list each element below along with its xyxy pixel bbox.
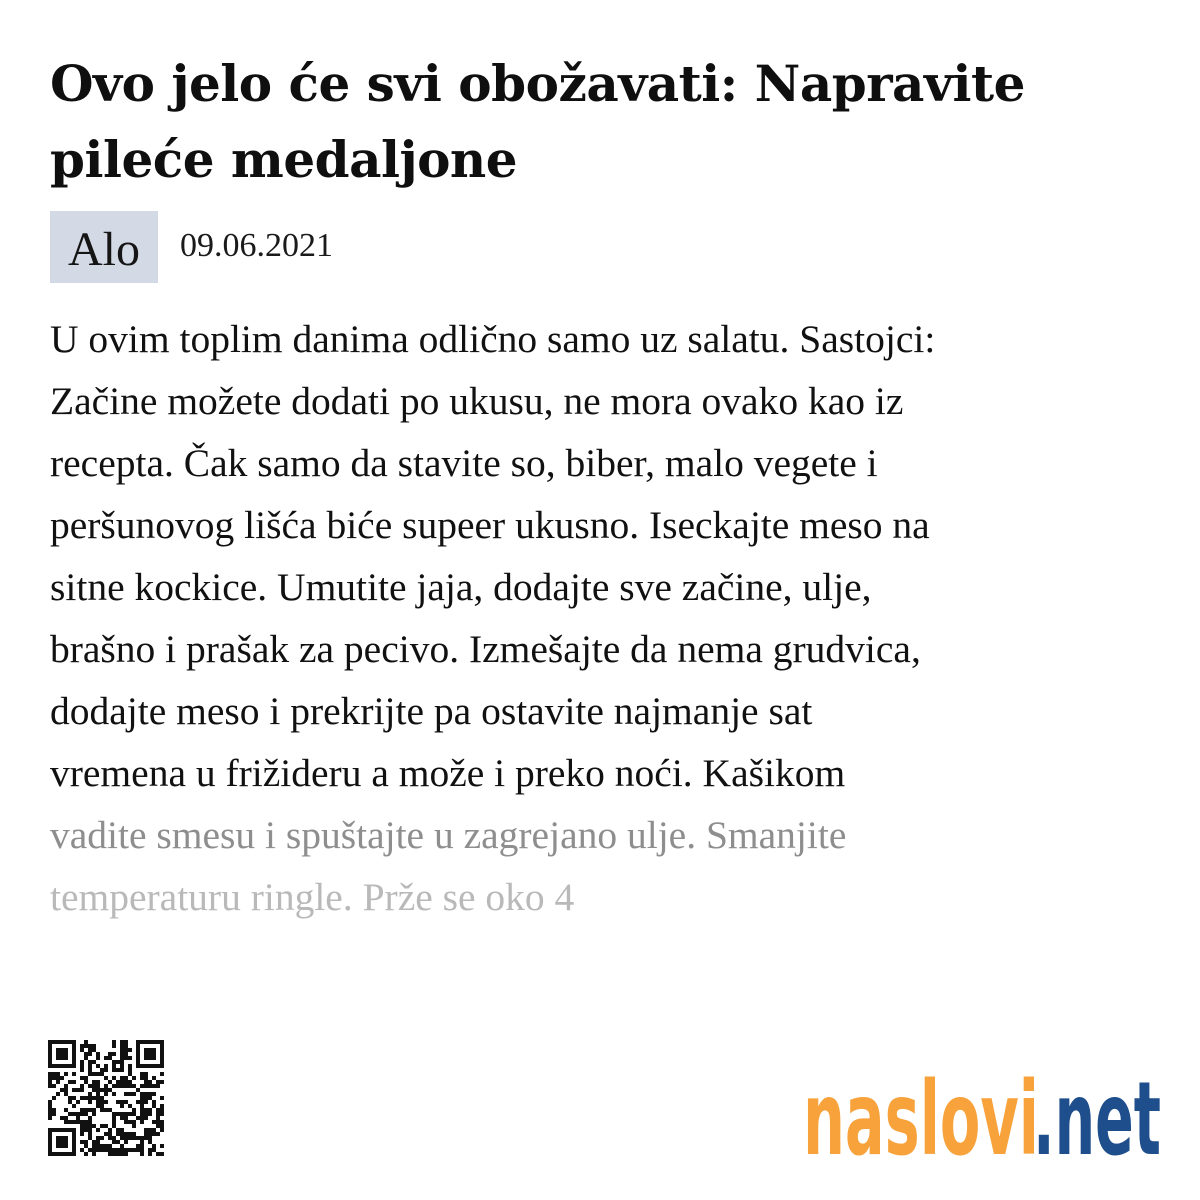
publish-date: 09.06.2021 (180, 227, 333, 264)
article-body-fade-2: temperaturu ringle. Prže se oko 4 (50, 875, 575, 919)
qr-code-icon (48, 1040, 164, 1156)
article-body-fade-1: vadite smesu i spuštajte u zagrejano ulje. Smanjite (50, 813, 847, 857)
article-title: Ovo jelo će svi obožavati: Napravite pileće medaljone (50, 54, 1025, 189)
logo-text-suffix: .net (1033, 1060, 1161, 1179)
logo-text-main: naslovi (803, 1060, 1039, 1179)
article-body (50, 308, 1162, 928)
naslovi-net-logo (797, 1058, 1167, 1179)
source-badge: Alo (50, 211, 158, 283)
article-meta (50, 211, 333, 283)
article-body-main: U ovim toplim danima odlično samo uz salatu. Sastojci: Začine možete dodati po ukusu, ne mora ovako kao iz recepta. Čak samo da stavite so, biber, malo vegete i peršunovog lišća biće supeer ukusno. Iseckajte meso na sitne kockice. Umutite jaja, dodajte sve začine, ulje, brašno i prašak za pecivo. Izmešajte da nema grudvica, dodajte meso i prekrijte pa ostavite najmanje sat vremena u frižideru a može i preko noći. Kašikom (50, 317, 936, 795)
